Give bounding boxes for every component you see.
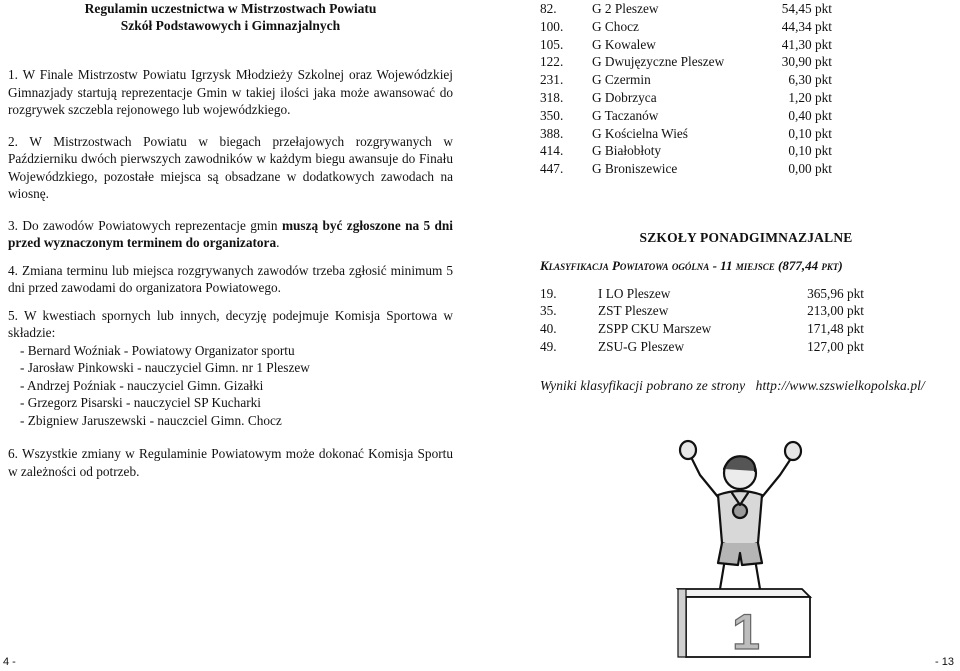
table-row (540, 160, 832, 178)
school-name: G Broniszewice (592, 161, 678, 177)
rank-number: 100. (540, 18, 564, 34)
points-value: 0,10 pkt (788, 125, 832, 141)
right-leg (756, 565, 760, 589)
classification-separator: - (709, 257, 721, 273)
points-value: 44,34 pkt (781, 18, 832, 34)
rank-number: 19. (540, 285, 557, 301)
podium-number: 1 (732, 604, 760, 660)
table-row (540, 338, 864, 356)
table-row (540, 142, 832, 160)
paragraph-3-bold: muszą być zgłoszone na 5 dni przed wyznaczonym terminem do organizatora (8, 217, 453, 250)
table-row (540, 302, 864, 320)
committee-member: - Zbigniew Jaruszewski - nauczciel Gimn. Chocz (20, 412, 282, 428)
left-raised-arm (690, 455, 718, 497)
paragraph-6: 6. Wszystkie zmiany w Regulaminie Powiatowym może dokonać Komisja Sportu w zależności od potrzeb. (8, 446, 453, 479)
classification-line (540, 257, 952, 275)
hair (724, 456, 755, 471)
table-row (540, 89, 832, 107)
committee-member: - Andrzej Poźniak - nauczyciel Gimn. Gizałki (20, 377, 264, 393)
school-name: ZSU-G Pleszew (598, 338, 685, 354)
classification-unit: pkt (821, 257, 839, 273)
left-fist (680, 441, 696, 459)
title-line-1: Regulamin uczestnictwa w Mistrzostwach Powiatu (84, 1, 377, 16)
rank-number: 49. (540, 338, 557, 354)
committee-list (8, 342, 453, 430)
school-name: I LO Pleszew (598, 285, 671, 301)
points-value: 30,90 pkt (781, 54, 832, 70)
source-url: http://www.szswielkopolska.pl/ (755, 377, 925, 393)
podium (678, 589, 810, 660)
table-row (540, 53, 832, 71)
points-value: 213,00 pkt (807, 303, 864, 319)
podium-side (678, 589, 686, 657)
table-row (540, 125, 832, 143)
athlete-figure (680, 441, 801, 589)
points-value: 6,30 pkt (788, 72, 832, 88)
committee-member: - Grzegorz Pisarski - nauczyciel SP Kucharki (20, 395, 261, 410)
school-name: G Dwujęzyczne Pleszew (592, 54, 725, 70)
table-row (540, 36, 832, 54)
school-name: G 2 Pleszew (592, 1, 659, 16)
rank-number: 231. (540, 72, 564, 88)
paragraph-5: 5. W kwestiach spornych lub innych, decyzję podejmuje Komisja Sportowa w składzie: (8, 307, 453, 340)
left-column (8, 0, 453, 480)
rank-number: 122. (540, 54, 564, 70)
rank-number: 447. (540, 161, 564, 177)
winner-podium-illustration (660, 435, 820, 660)
rank-number: 105. (540, 36, 564, 52)
table-row (540, 0, 832, 18)
classification-place: 11 miejsce (720, 257, 775, 273)
medal (733, 504, 747, 518)
paragraph-3-start: 3. Do zawodów Powiatowych reprezentacje gmin (8, 217, 282, 233)
paragraph-3 (8, 217, 453, 252)
title-line-2: Szkół Podstawowych i Gimnazjalnych (120, 18, 341, 33)
school-name: G Kowalew (592, 36, 656, 52)
right-fist (785, 442, 801, 460)
rank-number: 350. (540, 107, 564, 123)
school-name: G Taczanów (592, 107, 659, 123)
school-name: G Czermin (592, 72, 651, 88)
rank-number: 40. (540, 321, 557, 337)
points-value: 0,00 pkt (788, 161, 832, 177)
table-row (540, 71, 832, 89)
gymnasium-rankings-table (540, 0, 832, 178)
points-value: 0,40 pkt (788, 107, 832, 123)
points-value: 365,96 pkt (807, 285, 864, 301)
right-raised-arm (762, 457, 792, 497)
points-value: 171,48 pkt (807, 321, 864, 337)
paragraph-1: 1. W Finale Mistrzostw Powiatu Igrzysk Młodzieży Szkolnej oraz Wojewódzkiej Gimnazjady startują reprezentacje Gmin w takiej ilości jaka może awansować do rozgrywek szczebla rejonowego lub wojewódzkiego. (8, 67, 453, 117)
page-number-left: 4 - (3, 656, 16, 668)
classification-label: Klasyfikacja Powiatowa ogólna (540, 257, 710, 273)
rank-number: 318. (540, 89, 564, 105)
school-name: G Chocz (592, 18, 639, 34)
paragraph-3-end: . (276, 235, 280, 250)
regulations-title (8, 0, 453, 34)
points-value: 0,10 pkt (788, 143, 832, 159)
committee-member: - Jarosław Pinkowski - nauczyciel Gimn. nr 1 Pleszew (20, 360, 310, 375)
school-name: G Dobrzyca (592, 89, 657, 105)
source-text: Wyniki klasyfikacji pobrano ze strony (540, 377, 746, 393)
paragraph-2: 2. W Mistrzostwach Powiatu w biegach przełajowych rozgrywanych w Październiku dwóch pierwszych zawodników w każdym biegu awansuje do Finału Wojewódzkiego, pozostałe miejsca są obsadzane w dodatkowych zawodach na wiosnę. (8, 133, 453, 201)
page-number-right: - 13 (935, 656, 954, 668)
points-value: 1,20 pkt (788, 89, 832, 105)
table-row (540, 107, 832, 125)
committee-member: - Bernard Woźniak - Powiatowy Organizator sportu (20, 342, 295, 358)
podium-top (678, 589, 810, 597)
paragraph-4: 4. Zmiana terminu lub miejsca rozgrywanych zawodów trzeba zgłosić minimum 5 dni przed zawodami do organizatora Powiatowego. (8, 262, 453, 295)
rank-number: 82. (540, 1, 557, 16)
shorts (718, 543, 762, 565)
source-note (540, 377, 952, 395)
school-name: ZSPP CKU Marszew (598, 321, 712, 337)
school-name: G Białobłoty (592, 143, 662, 159)
table-row (540, 18, 832, 36)
school-name: G Kościelna Wieś (592, 125, 688, 141)
table-row (540, 285, 864, 303)
secondary-rankings-table (540, 285, 864, 356)
school-name: ZST Pleszew (598, 303, 669, 319)
rank-number: 35. (540, 303, 557, 319)
rank-number: 388. (540, 125, 564, 141)
classification-points: (877,44 (777, 257, 819, 273)
points-value: 54,45 pkt (781, 1, 832, 16)
points-value: 41,30 pkt (781, 36, 832, 52)
classification-close: ) (838, 257, 843, 273)
secondary-schools-heading: SZKOŁY PONADGIMNAZJALNE (639, 229, 853, 245)
table-row (540, 320, 864, 338)
left-leg (720, 565, 724, 589)
points-value: 127,00 pkt (807, 338, 864, 354)
rank-number: 414. (540, 143, 564, 159)
right-column (540, 0, 952, 395)
